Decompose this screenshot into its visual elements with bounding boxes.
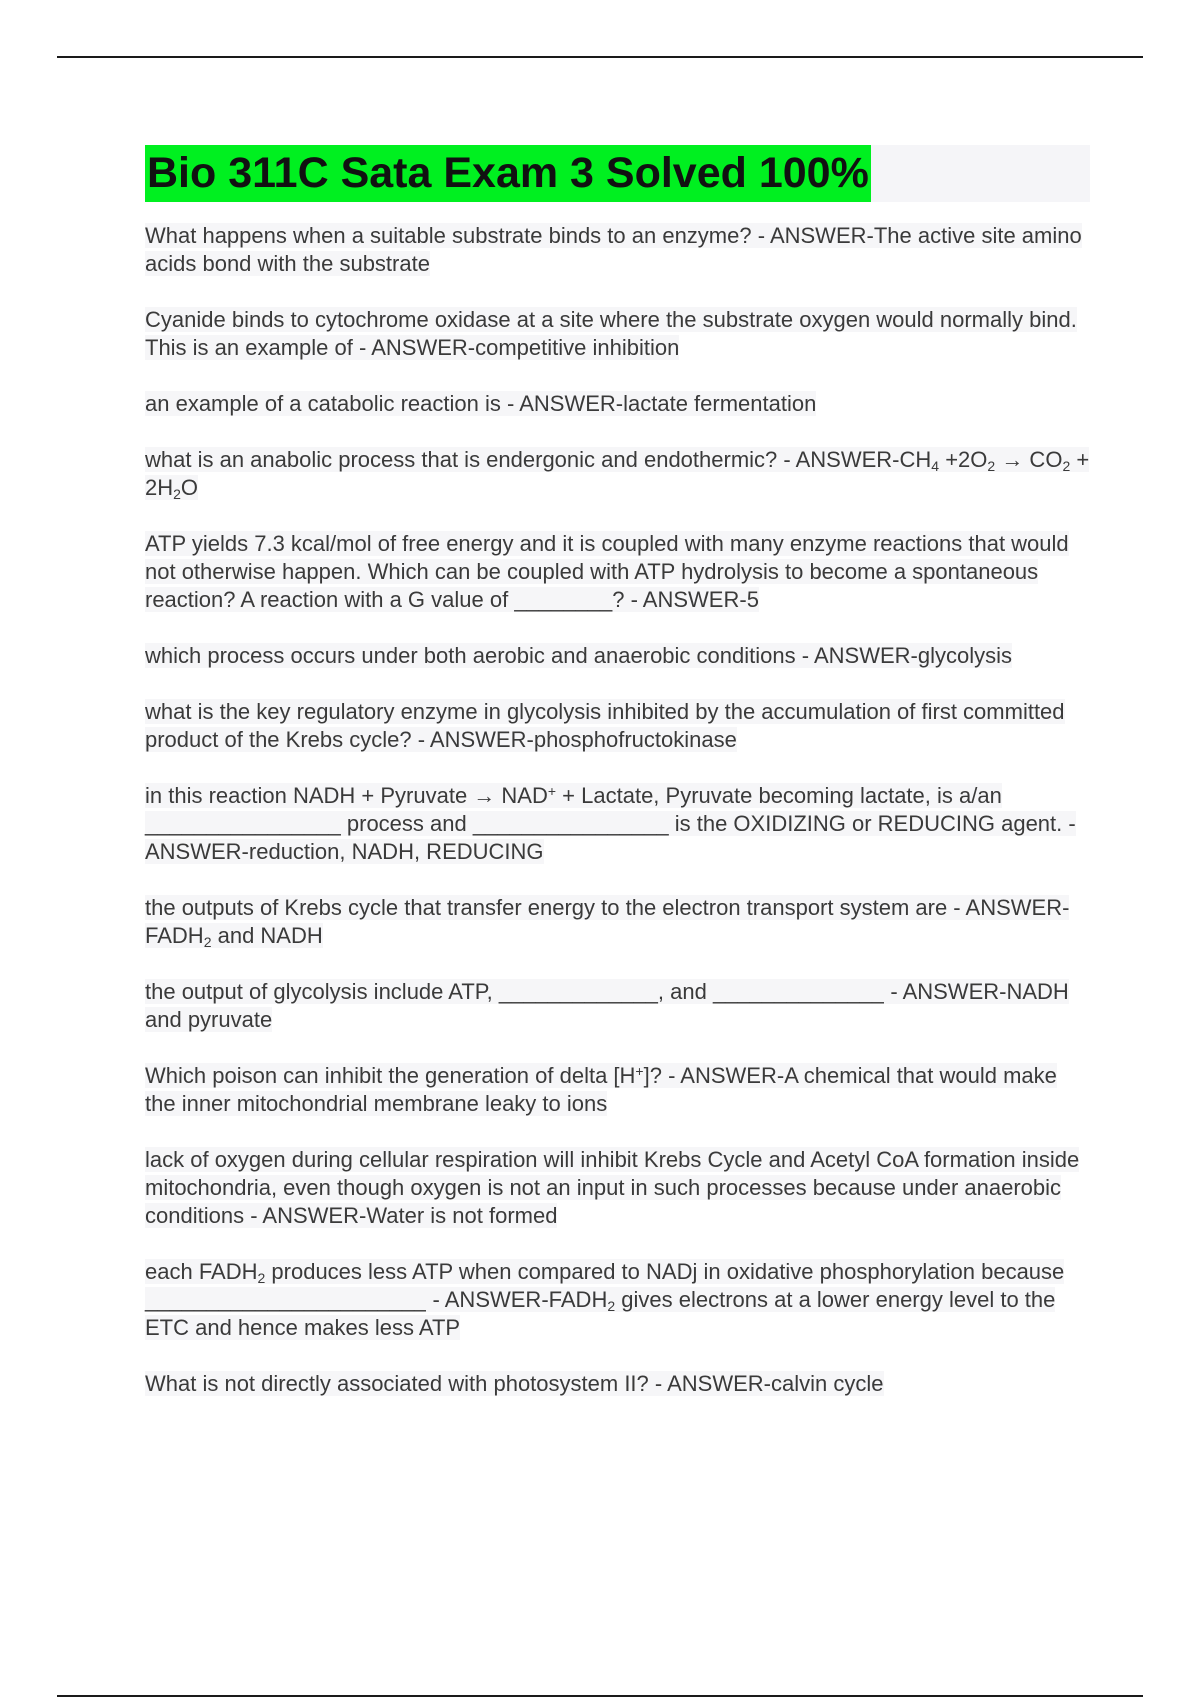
superscript: + — [547, 783, 557, 799]
subscript: 2 — [1062, 458, 1071, 474]
answer: NADH and pyruvate — [145, 979, 1069, 1032]
answer-prefix: - ANSWER- — [624, 587, 747, 612]
answer-text: FADH — [548, 1287, 608, 1312]
subscript: 2 — [257, 1270, 266, 1286]
question — [145, 783, 1062, 836]
qa-list — [145, 222, 1090, 1398]
answer-prefix: - ANSWER- — [777, 447, 900, 472]
answer: glycolysis — [917, 643, 1012, 668]
question: What is not directly associated with photosystem II? — [145, 1371, 649, 1396]
qa-item — [145, 222, 1090, 278]
answer-prefix: - ANSWER- — [426, 1287, 549, 1312]
answer-prefix: - ANSWER- — [411, 727, 534, 752]
question: lack of oxygen during cellular respiration will inhibit Krebs Cycle and Acetyl CoA formation inside mitochondria, even though oxygen is not an input in such processes because under anaerobic conditions — [145, 1147, 1080, 1228]
answer-text: gives electrons at a lower energy level to the ETC and hence makes less ATP — [145, 1287, 1056, 1340]
answer: reduction, NADH, REDUCING — [248, 839, 544, 864]
qa-item — [145, 642, 1090, 670]
question: Cyanide binds to cytochrome oxidase at a site where the substrate oxygen would normally bind. This is an example of — [145, 307, 1077, 360]
answer-text: and NADH — [211, 923, 323, 948]
answer-prefix: - ANSWER- — [648, 1371, 772, 1396]
answer: lactate fermentation — [623, 391, 817, 416]
answer-prefix: - ANSWER- — [145, 811, 1076, 864]
document-body — [145, 145, 1090, 1426]
question-text: each FADH — [145, 1259, 258, 1284]
qa-item — [145, 390, 1090, 418]
qa-item — [145, 782, 1090, 866]
answer: A chemical that would make the inner mitochondrial membrane leaky to ions — [145, 1063, 1057, 1116]
question: what is an anabolic process that is endergonic and endothermic? — [145, 447, 778, 472]
question: ATP yields 7.3 kcal/mol of free energy and it is coupled with many enzyme reactions that would not otherwise happen. Which can be coupled with ATP hydrolysis to become a spontaneous reaction? A reaction with a G value of ________? — [145, 531, 1069, 612]
document-title: Bio 311C Sata Exam 3 Solved 100% — [145, 145, 871, 202]
question: what is the key regulatory enzyme in glycolysis inhibited by the accumulation of first committed product of the Krebs cycle? — [145, 699, 1065, 752]
question-text: in this reaction NADH + Pyruvate → NAD — [145, 783, 548, 808]
qa-item — [145, 1062, 1090, 1118]
question: the outputs of Krebs cycle that transfer energy to the electron transport system are — [145, 895, 948, 920]
qa-item — [145, 1258, 1090, 1342]
qa-item — [145, 1146, 1090, 1230]
answer-prefix: - ANSWER- — [884, 979, 1007, 1004]
qa-item — [145, 306, 1090, 362]
question — [145, 1063, 662, 1088]
question: an example of a catabolic reaction is — [145, 391, 501, 416]
answer-text: CH — [899, 447, 932, 472]
subscript: 4 — [931, 458, 940, 474]
answer: calvin cycle — [771, 1371, 884, 1396]
question: What happens when a suitable substrate binds to an enzyme? — [145, 223, 752, 248]
answer-text: O — [180, 475, 199, 500]
qa-item — [145, 1370, 1090, 1398]
subscript: 2 — [607, 1298, 616, 1314]
question: the output of glycolysis include ATP, _____________, and ______________ — [145, 979, 885, 1004]
answer-prefix: - ANSWER- — [244, 1203, 367, 1228]
qa-item — [145, 698, 1090, 754]
bottom-rule — [57, 1695, 1143, 1697]
question: which process occurs under both aerobic and anaerobic conditions — [145, 643, 796, 668]
answer-text: → CO — [995, 447, 1063, 472]
qa-item — [145, 894, 1090, 950]
top-rule — [57, 56, 1143, 58]
qa-item — [145, 978, 1090, 1034]
question-text: Which poison can inhibit the generation of delta [H — [145, 1063, 636, 1088]
answer: Water is not formed — [366, 1203, 558, 1228]
qa-item — [145, 446, 1090, 502]
answer-text: FADH — [145, 923, 204, 948]
answer: phosphofructokinase — [533, 727, 737, 752]
answer-prefix: - ANSWER- — [352, 335, 476, 360]
question-text: produces less ATP when compared to NADj in oxidative phosphorylation because _______________________ — [145, 1259, 1065, 1312]
answer-prefix: - ANSWER- — [795, 643, 918, 668]
answer-text: +2O — [939, 447, 988, 472]
answer-prefix: - ANSWER- — [661, 1063, 785, 1088]
answer-text: + 2H — [145, 447, 1090, 500]
question-text: ]? — [643, 1063, 662, 1088]
subscript: 2 — [203, 934, 212, 950]
subscript: 2 — [173, 486, 181, 502]
subscript: 2 — [987, 458, 996, 474]
title-band — [145, 145, 1090, 202]
answer — [145, 923, 323, 948]
answer: competitive inhibition — [475, 335, 680, 360]
answer: 5 — [746, 587, 759, 612]
superscript: + — [635, 1063, 644, 1079]
answer: The active site amino acids bond with the substrate — [145, 223, 1082, 276]
answer-prefix: - ANSWER- — [500, 391, 624, 416]
question-text: + Lactate, Pyruvate becoming lactate, is a/an ________________ process and ________________ is the OXIDIZING or REDUCING agent. — [145, 783, 1063, 836]
qa-item — [145, 530, 1090, 614]
answer-prefix: - ANSWER- — [751, 223, 874, 248]
answer-prefix: - ANSWER- — [947, 895, 1070, 920]
